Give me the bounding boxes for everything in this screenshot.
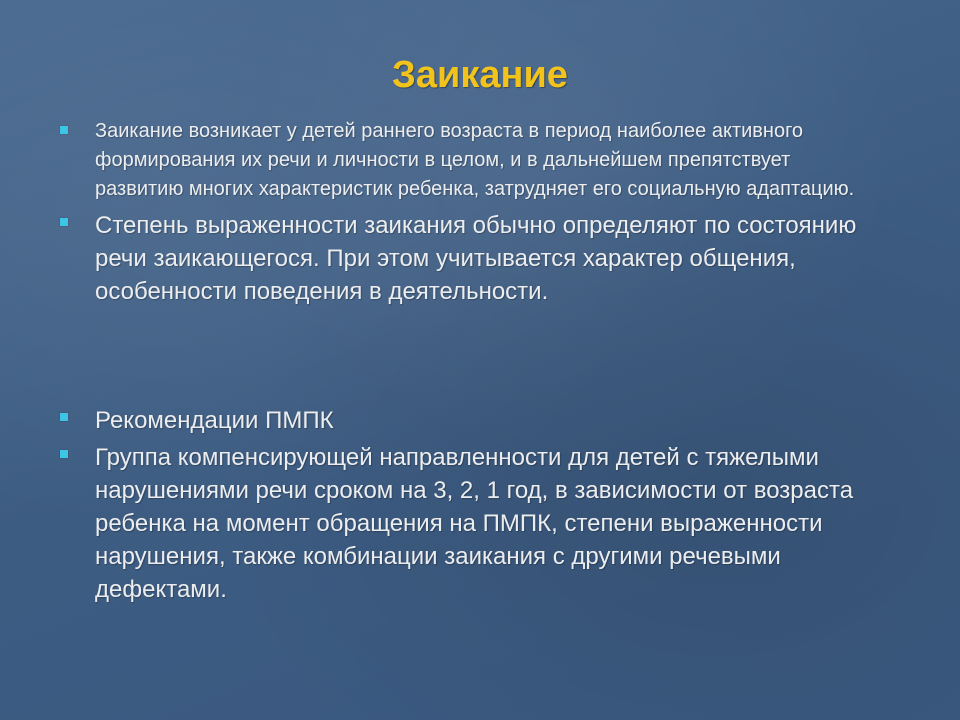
bullet-text-3: Рекомендации ПМПК bbox=[95, 407, 334, 434]
square-bullet-icon bbox=[60, 450, 68, 458]
slide-title: Заикание bbox=[392, 54, 568, 96]
bullet-item-2 bbox=[58, 209, 905, 308]
bullet-text-1: Заикание возникает у детей раннего возраста в период наиболее активного формирования их речи и личности в целом, и в дальнейшем препятствует развитию многих характеристик ребенка, затрудняет его социальную адаптацию. bbox=[95, 120, 855, 200]
bullet-item-3 bbox=[58, 404, 918, 437]
bullet-list bbox=[58, 117, 918, 606]
bullet-text-2: Степень выраженности заикания обычно определяют по состоянию речи заикающегося. При этом учитывается характер общения, особенности поведения в деятельности. bbox=[95, 212, 857, 305]
square-bullet-icon bbox=[60, 218, 68, 226]
bullet-item-1 bbox=[58, 117, 875, 204]
square-bullet-icon bbox=[60, 126, 68, 134]
bullet-item-4 bbox=[58, 441, 905, 606]
square-bullet-icon bbox=[60, 413, 68, 421]
bullet-text-4: Группа компенсирующей направленности для детей с тяжелыми нарушениями речи сроком на 3, 2, 1 год, в зависимости от возраста ребенка на момент обращения на ПМПК, степени выраженности нарушения, также комбинации заикания с другими речевыми дефектами. bbox=[95, 444, 854, 603]
